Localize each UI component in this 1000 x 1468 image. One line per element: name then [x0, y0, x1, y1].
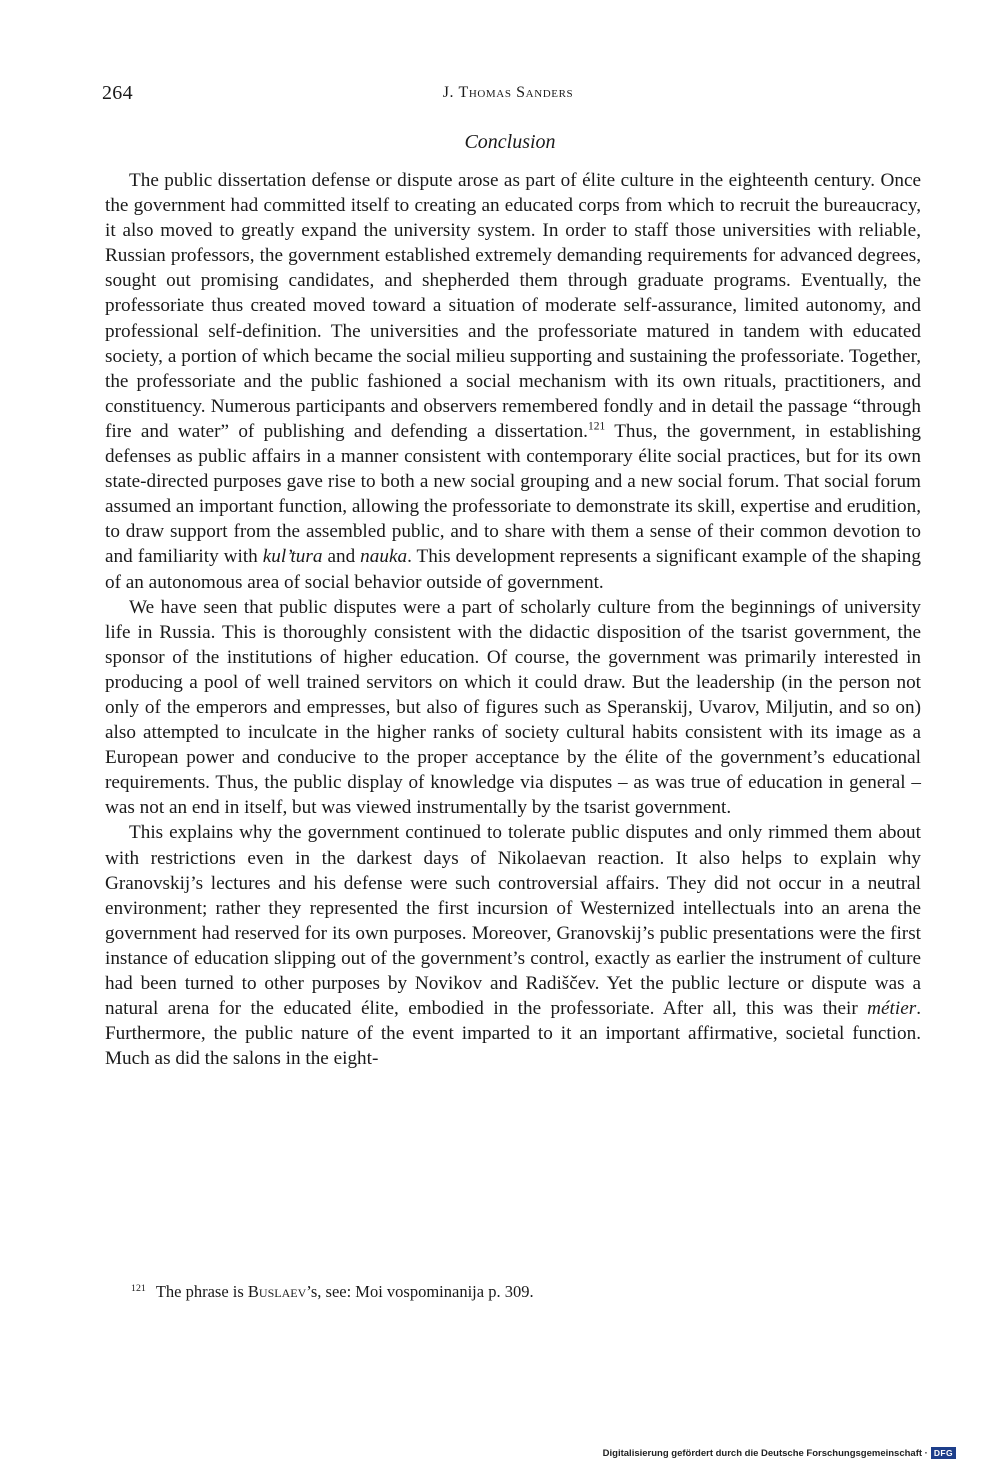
paragraph-1-part-b: Thus, the government, in establishing defenses as public affairs in a manner consistent with contemporary élite social practices, but for its own state-directed purposes gave rise to both a new social grouping and a new social forum. That social forum assumed an important function, allowing the professoriate to demonstrate its skill, expertise and erudition, to draw support from the assembled public, and to share with them a sense of their common devotion to and familiarity with: [105, 420, 921, 568]
paragraph-1: [105, 168, 921, 595]
paragraph-3-part-b: . Furthermore, the public nature of the event imparted to it an important affirmative, societal function. Much as did the salons in the eight-: [105, 998, 921, 1070]
digitization-credit: [603, 1447, 956, 1459]
term-nauka: nauka: [360, 546, 408, 568]
section-title: Conclusion: [464, 131, 556, 153]
footnote-text-before: The phrase is: [155, 1282, 248, 1301]
footnote-reference: 121: [587, 420, 606, 433]
dfg-logo: DFG: [931, 1447, 956, 1459]
footnote-number: 121: [131, 1282, 146, 1294]
term-metier: métier: [867, 998, 917, 1020]
paragraph-1-part-a: The public dissertation defense or dispute arose as part of élite culture in the eighteenth century. Once the government had committed itself to creating an educated corps from which to recruit the bureaucracy, it also moved to greatly expand the university system. In order to staff those universities with reliable, Russian professors, the government established extremely demanding requirements for advanced degrees, sought out promising candidates, and shepherded them through graduate programs. Eventually, the professoriate thus created moved toward a situation of moderate self-assurance, limited autonomy, and professional self-definition. The universities and the professoriate matured in tandem with educated society, a portion of which became the social milieu supporting and sustaining the professoriate. Together, the professoriate and the public fashioned a social mechanism with its own rituals, practitioners, and constituency. Numerous participants and observers remembered fondly and in detail the passage “through fire and water” of publishing and defending a dissertation.: [105, 170, 921, 442]
body-text: [105, 168, 921, 1071]
paragraph-2: We have seen that public disputes were a part of scholarly culture from the beginnings of university life in Russia. This is thoroughly consistent with the didactic disposition of the tsarist government, the sponsor of the institutions of higher education. Of course, the government was primarily interested in producing a pool of well trained servitors on which it could draw. But the leadership (in the person not only of the emperors and empresses, but also of figures such as Speranskij, Uvarov, Miljutin, and so on) also attempted to inculcate in the higher ranks of society cultural habits consistent with its image as a European power and conducive to the proper acceptance by the élite of the government’s educational requirements. Thus, the public display of knowledge via disputes – as was true of education in general – was not an end in itself, but was viewed instrumentally by the tsarist government.: [105, 596, 921, 819]
running-head: [0, 84, 1000, 102]
footnote-author: Buslaev: [247, 1282, 307, 1301]
paragraph-3-part-a: This explains why the government continued to tolerate public disputes and only rimmed them about with restrictions even in the darkest days of Nikolaevan reaction. It also helps to explain why Granovskij’s lectures and his defense were such controversial affairs. They did not occur in a neutral environment; rather they represented the first incursion of Westernized intellectuals into an arena the government had reserved for its own purposes. Moreover, Granovskij’s public presentations were the first instance of education slipping out of the government’s control, exactly as earlier the instrument of culture had been turned to other purposes by Novikov and Radiščev. Yet the public lecture or dispute was a natural arena for the educated élite, embodied in the professoriate. After all, this was their: [105, 822, 921, 1020]
footnote: [131, 1281, 534, 1303]
paragraph-1-part-c: . This development represents a significant example of the shaping of an autonomous area of social behavior outside of government.: [105, 546, 921, 593]
conjunction: and: [322, 546, 361, 568]
running-head-text: J. Thomas Sanders: [442, 84, 574, 101]
term-kultura: kul’tura: [262, 546, 323, 568]
page-number: 264: [102, 82, 133, 104]
paragraph-3: [105, 820, 921, 1071]
footnote-text-after: ’s, see: Moi vospominanija p. 309.: [306, 1282, 534, 1301]
credit-text: Digitalisierung gefördert durch die Deutsche Forschungsgemeinschaft ·: [602, 1447, 928, 1459]
